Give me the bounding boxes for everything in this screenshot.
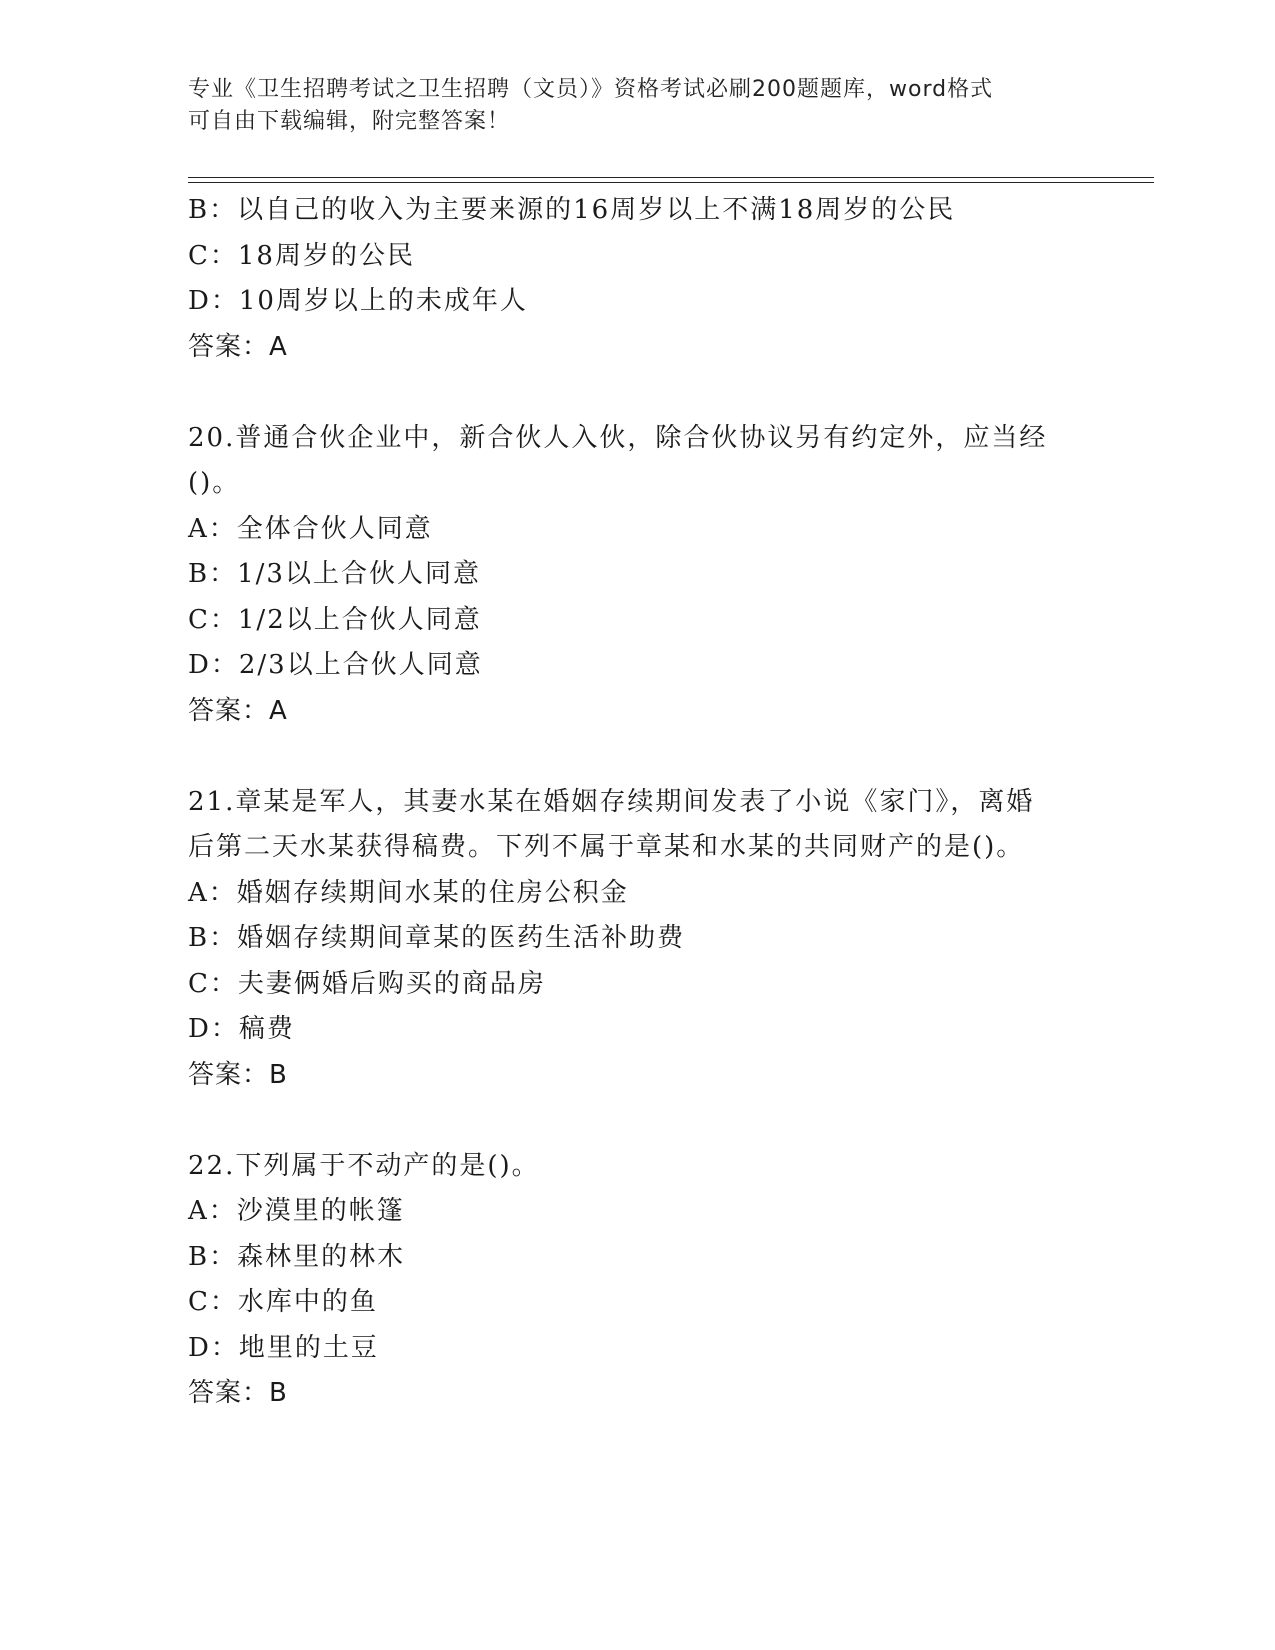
question-list — [188, 188, 1088, 1417]
answer-line: 答案：A — [188, 695, 288, 726]
option-a: A：全体合伙人同意 — [188, 513, 433, 544]
question-22 — [188, 1144, 1088, 1417]
option-d: D：10周岁以上的未成年人 — [188, 286, 528, 316]
answer-line: 答案：B — [188, 1059, 288, 1090]
question-20 — [188, 416, 1088, 735]
option-c: C：1/2以上合伙人同意 — [188, 604, 482, 635]
option-a: A：婚姻存续期间水某的住房公积金 — [188, 877, 629, 908]
option-b: B：1/3以上合伙人同意 — [188, 559, 481, 589]
option-c: C：18周岁的公民 — [188, 240, 415, 271]
option-d: D：地里的土豆 — [188, 1332, 379, 1363]
option-b: B：森林里的林木 — [188, 1241, 406, 1272]
answer-line: 答案：A — [188, 331, 288, 362]
spacer — [188, 1098, 1088, 1144]
option-b: B：婚姻存续期间章某的医药生活补助费 — [188, 923, 686, 953]
option-b: B：以自己的收入为主要来源的16周岁以上不满18周岁的公民 — [188, 195, 956, 225]
question-stem: 20.普通合伙企业中，新合伙人入伙，除合伙协议另有约定外，应当经 — [188, 422, 1048, 453]
question-stem: ()。 — [188, 468, 241, 498]
option-d: D：2/3以上合伙人同意 — [188, 650, 483, 680]
header-line-2: 可自由下载编辑，附完整答案！ — [188, 109, 511, 134]
question-21 — [188, 780, 1088, 1099]
question-19 — [188, 188, 1088, 370]
option-c: C：水库中的鱼 — [188, 1287, 378, 1317]
question-stem: 后第二天水某获得稿费。下列不属于章某和水某的共同财产的是()。 — [188, 832, 1025, 862]
option-a: A：沙漠里的帐篷 — [188, 1196, 405, 1226]
option-d: D：稿费 — [188, 1014, 295, 1044]
document-header — [188, 74, 1088, 138]
question-stem: 21.章某是军人，其妻水某在婚姻存续期间发表了小说《家门》，离婚 — [188, 786, 1035, 817]
option-c: C：夫妻俩婚后购买的商品房 — [188, 968, 546, 999]
question-stem: 22.下列属于不动产的是()。 — [188, 1150, 540, 1181]
header-line-1: 专业《卫生招聘考试之卫生招聘（文员）》资格考试必刷200题题库，word格式 — [188, 77, 994, 102]
header-divider — [188, 177, 1154, 183]
spacer — [188, 370, 1088, 416]
spacer — [188, 734, 1088, 780]
answer-line: 答案：B — [188, 1378, 288, 1408]
